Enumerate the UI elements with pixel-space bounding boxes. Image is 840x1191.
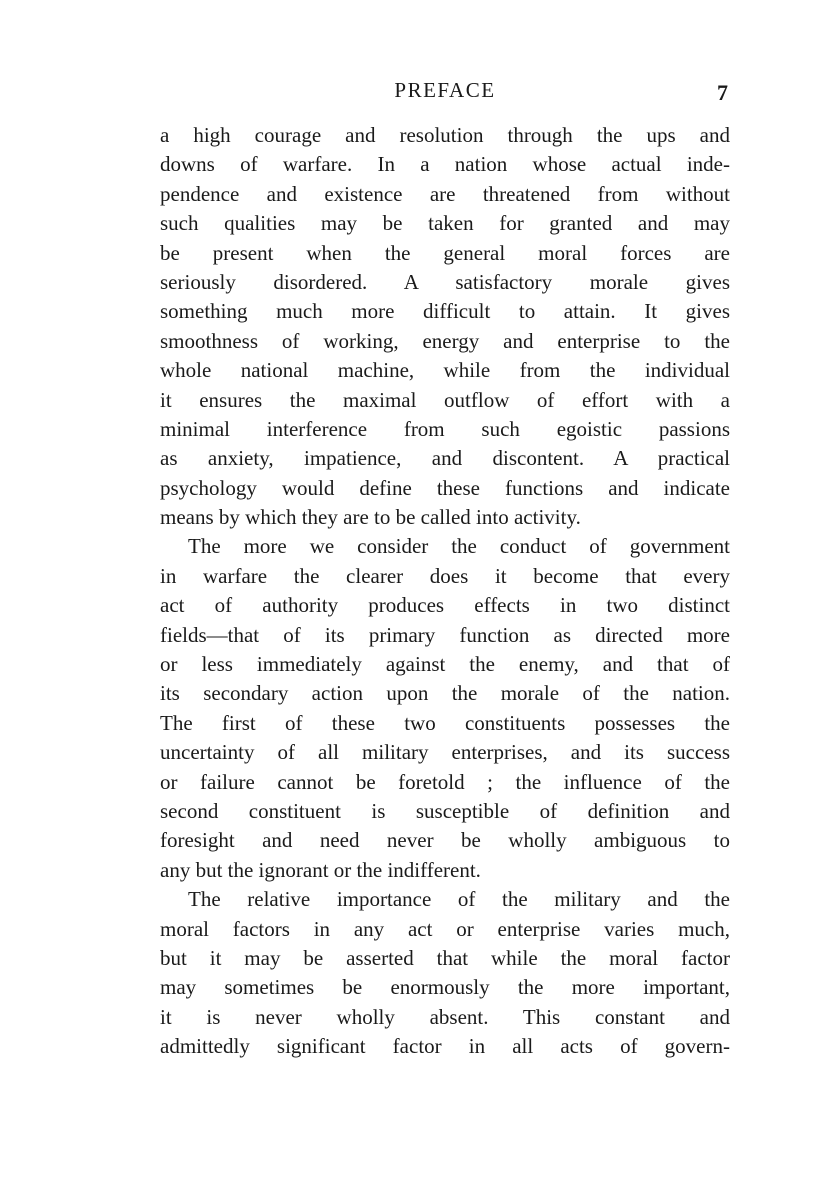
text-line: may sometimes be enormously the more important, xyxy=(160,975,730,1000)
text-line: but it may be asserted that while the moral factor xyxy=(160,945,730,970)
text-line: The first of these two constituents possesses the xyxy=(160,710,730,735)
page-number: 7 xyxy=(717,80,728,105)
text-line: The relative importance of the military and the xyxy=(188,887,730,912)
text-line: smoothness of working, energy and enterprise to the xyxy=(160,328,730,353)
paragraph xyxy=(160,532,730,885)
text-line: be present when the general moral forces are xyxy=(160,240,730,265)
running-head: PREFACE xyxy=(394,78,496,102)
text-line: in warfare the clearer does it become that every xyxy=(160,563,730,588)
text-line: act of authority produces effects in two distinct xyxy=(160,593,730,618)
text-line: any but the ignorant or the indifferent. xyxy=(160,857,481,882)
text-line: minimal interference from such egoistic passions xyxy=(160,416,730,441)
page-header xyxy=(160,78,730,110)
text-line: it ensures the maximal outflow of effort with a xyxy=(160,387,730,412)
text-line: foresight and need never be wholly ambiguous to xyxy=(160,828,730,853)
text-line: it is never wholly absent. This constant and xyxy=(160,1004,730,1029)
paragraph xyxy=(160,121,730,532)
text-line: pendence and existence are threatened from without xyxy=(160,181,730,206)
paragraph xyxy=(160,885,730,1061)
text-line: a high courage and resolution through the ups and xyxy=(160,123,730,147)
text-line: fields—that of its primary function as directed more xyxy=(160,622,730,647)
text-line: downs of warfare. In a nation whose actual inde- xyxy=(160,152,730,177)
text-line: psychology would define these functions and indicate xyxy=(160,475,730,500)
text-line: whole national machine, while from the individual xyxy=(160,358,730,383)
text-line: as anxiety, impatience, and discontent. A practical xyxy=(160,446,730,471)
text-line: second constituent is susceptible of definition and xyxy=(160,798,730,823)
text-line: uncertainty of all military enterprises, and its success xyxy=(160,740,730,765)
text-line: or failure cannot be foretold ; the influence of the xyxy=(160,769,730,794)
text-line: seriously disordered. A satisfactory morale gives xyxy=(160,269,730,294)
text-line: The more we consider the conduct of government xyxy=(188,534,730,559)
text-line: moral factors in any act or enterprise varies much, xyxy=(160,916,730,941)
text-line: or less immediately against the enemy, and that of xyxy=(160,652,730,677)
text-line: admittedly significant factor in all acts of govern- xyxy=(160,1034,730,1059)
text-line: such qualities may be taken for granted and may xyxy=(160,211,730,236)
text-line: something much more difficult to attain. It gives xyxy=(160,299,730,324)
text-line: means by which they are to be called into activity. xyxy=(160,505,581,530)
body-text xyxy=(160,121,730,1062)
text-line: its secondary action upon the morale of the nation. xyxy=(160,681,730,706)
